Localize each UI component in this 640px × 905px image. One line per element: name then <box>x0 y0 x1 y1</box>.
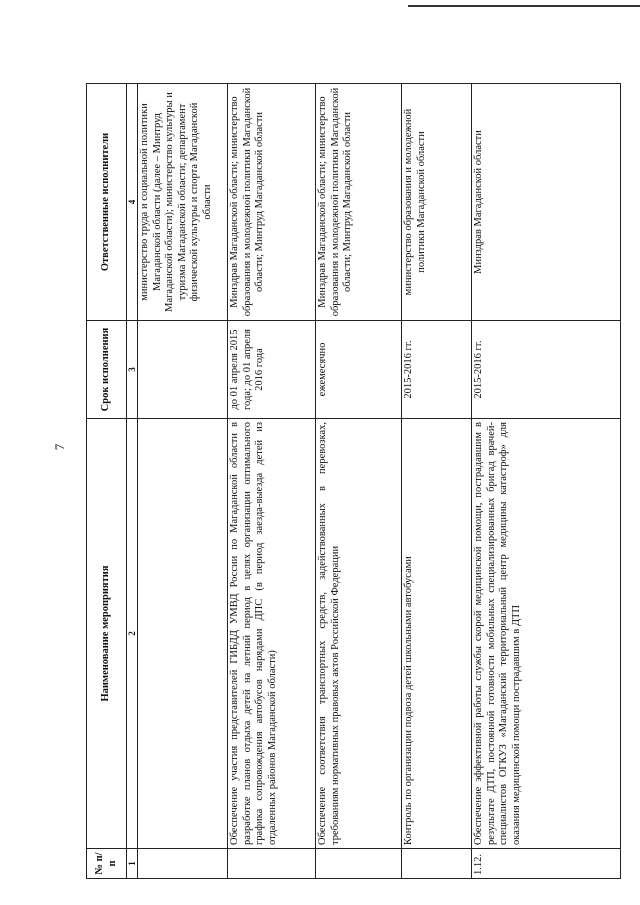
row-deadline: до 01 апреля 2015 года; до 01 апреля 2016 года <box>228 321 316 419</box>
column-numbers-row <box>127 84 138 879</box>
top-rule <box>408 5 640 7</box>
table-row <box>138 84 228 879</box>
col-number: 3 <box>127 321 138 419</box>
table-row <box>228 84 316 879</box>
row-num <box>316 849 402 879</box>
row-num <box>138 849 228 879</box>
header-num: № п/п <box>87 849 127 879</box>
page-number: 7 <box>52 443 67 451</box>
table-row <box>402 84 472 879</box>
row-name: Контроль по организации подвоза детей школьными автобусами <box>402 419 472 849</box>
table-region <box>86 84 621 879</box>
col-number: 2 <box>127 419 138 849</box>
table-row <box>316 84 402 879</box>
row-num <box>402 849 472 879</box>
row-name <box>138 419 228 849</box>
header-deadline: Срок исполнения <box>87 321 127 419</box>
header-name: Наименование мероприятия <box>87 419 127 849</box>
row-deadline <box>138 321 228 419</box>
row-responsible: Минздрав Магаданской области <box>472 84 621 321</box>
row-name: Обеспечение соответствия транспортных средств, задействованных в перевозках, требованиям нормативных правовых актов Российской Федерации <box>316 419 402 849</box>
header-row <box>87 84 127 879</box>
row-responsible: Минздрав Магаданской области; министерство образования и молодежной политики Магаданской области; Минтруд Магаданской области <box>316 84 402 321</box>
col-number: 4 <box>127 84 138 321</box>
table-rotated-container <box>86 84 621 879</box>
table-row <box>472 84 621 879</box>
row-responsible: Минздрав Магаданской области; министерство образования и молодежной политики Магаданской области; Минтруд Магаданской области <box>228 84 316 321</box>
row-responsible: министерство образования и молодежной политики Магаданской области <box>402 84 472 321</box>
row-name: Обеспечение участия представителей ГИБДД УМВД России по Магаданской области в разработке планов отдыха детей на летний период в целях организации оптимального графика сопровождения автобусов нарядами ДПС (в период заезда-выезда детей из отдаленных районов Магаданской области) <box>228 419 316 849</box>
row-deadline: 2015-2016 гг. <box>472 321 621 419</box>
measures-table <box>86 83 621 879</box>
row-responsible: министерство труда и социальной политики Магаданской области (далее – Минтруд Магаданской области); министерство культуры и туризма Магаданской области; департамент физической культуры и спорта Магаданской области <box>138 84 228 321</box>
row-name: Обеспечение эффективной работы службы скорой медицинской помощи, пострадавшим в результате ДТП, постоянной готовности мобильных специализированных бригад врачей-специалистов ОГКУЗ «Магаданский территориальный центр медицины катастроф» для оказания медицинской помощи пострадавшим в ДТП <box>472 419 621 849</box>
row-deadline: ежемесячно <box>316 321 402 419</box>
row-num <box>228 849 316 879</box>
col-number: 1 <box>127 849 138 879</box>
row-deadline: 2015-2016 гг. <box>402 321 472 419</box>
row-num: 1.12. <box>472 849 621 879</box>
header-responsible: Ответственные исполнители <box>87 84 127 321</box>
